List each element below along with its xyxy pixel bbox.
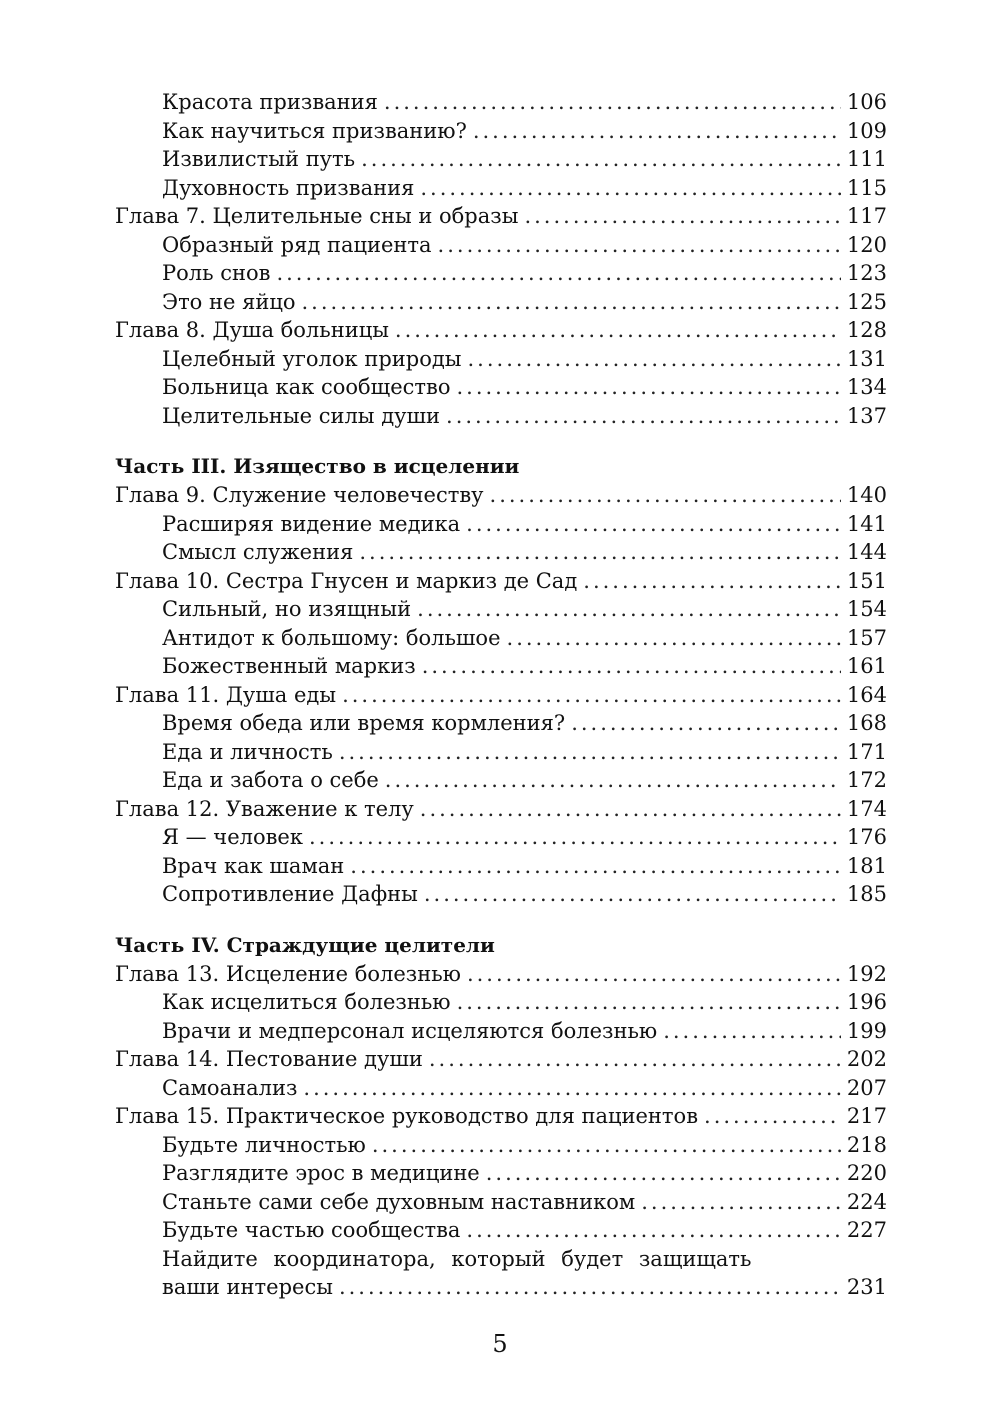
toc-section-entry[interactable]	[115, 288, 887, 317]
toc-section-entry[interactable]	[115, 738, 887, 767]
toc-entry-page: 120	[846, 232, 887, 257]
toc-entry-title: Еда и личность	[162, 739, 333, 764]
toc-chapter-entry[interactable]	[115, 795, 887, 824]
toc-entry-page: 185	[846, 882, 887, 906]
toc-entry-page: 141	[846, 511, 887, 536]
leader-dots	[361, 145, 841, 174]
table-of-contents	[115, 88, 887, 1302]
toc-entry-title: Как научиться призванию?	[162, 118, 467, 143]
toc-entry-page: 144	[846, 540, 887, 564]
toc-section-entry[interactable]	[115, 1017, 887, 1046]
toc-entry-title: Глава 10. Сестра Гнусен и маркиз де Сад	[115, 568, 578, 593]
toc-entry-title: Глава 7. Целительные сны и образы	[115, 204, 519, 228]
leader-dots	[466, 1216, 840, 1245]
toc-entry-page: 176	[846, 825, 887, 849]
leader-dots	[486, 1159, 841, 1188]
toc-section-entry[interactable]	[115, 595, 887, 624]
toc-chapter-entry[interactable]	[115, 960, 887, 989]
toc-section-entry[interactable]	[115, 1216, 887, 1245]
toc-entry-page: 140	[846, 483, 887, 507]
toc-entry-title: Глава 12. Уважение к телу	[115, 796, 414, 821]
toc-entry-page: 220	[846, 1161, 887, 1185]
leader-dots	[457, 988, 841, 1017]
toc-section-entry[interactable]	[115, 880, 887, 909]
toc-entry-title: Божественный маркиз	[162, 654, 416, 678]
toc-entry-page: 106	[846, 90, 887, 114]
toc-section-entry[interactable]	[115, 1074, 887, 1103]
toc-entry-page: 111	[846, 147, 887, 171]
toc-entry-page: 117	[846, 204, 887, 228]
toc-section-entry[interactable]	[115, 1273, 887, 1302]
toc-entry-page: 161	[846, 654, 887, 678]
toc-entry-page: 181	[846, 853, 887, 878]
toc-section-entry[interactable]	[115, 88, 887, 117]
toc-chapter-entry[interactable]	[115, 481, 887, 510]
toc-entry-page: 202	[846, 1047, 887, 1071]
toc-entry-title: Духовность призвания	[162, 175, 415, 200]
toc-entry-title: Будьте частью сообщества	[162, 1218, 461, 1242]
toc-section-entry[interactable]	[115, 373, 887, 402]
toc-entry-page: 231	[846, 1275, 887, 1299]
toc-entry-page: 168	[846, 711, 887, 735]
toc-section-entry[interactable]	[115, 145, 887, 174]
leader-dots	[641, 1188, 841, 1217]
toc-entry-page: 154	[846, 597, 887, 621]
leader-dots	[438, 231, 841, 260]
toc-entry-title: Будьте личностью	[162, 1132, 366, 1157]
leader-dots	[507, 624, 841, 653]
toc-entry-title: Образный ряд пациента	[162, 232, 432, 257]
toc-entry-title: Целительные силы души	[162, 403, 441, 428]
toc-part-block	[115, 452, 887, 909]
leader-dots	[473, 117, 841, 146]
toc-entry-title: Станьте сами себе духовным наставником	[162, 1189, 636, 1214]
toc-entry-page: 131	[846, 346, 887, 371]
leader-dots	[468, 345, 841, 374]
toc-entry-page: 192	[846, 961, 887, 986]
toc-entry-title: Больница как сообщество	[162, 375, 451, 399]
toc-entry-page: 217	[846, 1104, 887, 1128]
toc-entry-page: 218	[846, 1132, 887, 1157]
toc-entry-page: 109	[846, 118, 887, 143]
toc-section-entry[interactable]	[115, 1188, 887, 1217]
toc-entry-page: 134	[846, 375, 887, 399]
toc-chapter-entry[interactable]	[115, 1102, 887, 1131]
toc-entry-title: Роль снов	[162, 261, 271, 285]
toc-chapter-entry[interactable]	[115, 681, 887, 710]
toc-entry-title: Сильный, но изящный	[162, 597, 412, 621]
leader-dots	[303, 1074, 841, 1103]
toc-section-entry[interactable]	[115, 510, 887, 539]
toc-part-block	[115, 931, 887, 1302]
toc-entry-title: Самоанализ	[162, 1075, 298, 1100]
toc-entry-title: Извилистый путь	[162, 147, 356, 171]
toc-entry-title: Смысл служения	[162, 540, 354, 564]
leader-dots	[466, 510, 841, 539]
toc-section-entry[interactable]	[115, 174, 887, 203]
leader-dots	[359, 538, 841, 567]
toc-chapter-entry[interactable]	[115, 567, 887, 596]
toc-entry-page: 151	[846, 568, 887, 593]
leader-dots	[342, 681, 841, 710]
toc-section-entry[interactable]	[115, 624, 887, 653]
toc-entry-title: Глава 9. Служение человечеству	[115, 483, 484, 507]
toc-entry-page: 196	[846, 990, 887, 1014]
toc-section-entry[interactable]	[115, 1131, 887, 1160]
toc-entry-page: 123	[846, 261, 887, 285]
toc-entry-page: 125	[846, 289, 887, 314]
leader-dots	[663, 1017, 841, 1046]
toc-entry-page: 115	[846, 175, 887, 200]
toc-entry-title: Я — человек	[162, 825, 303, 849]
leader-dots	[467, 960, 841, 989]
toc-section-entry[interactable]	[115, 766, 887, 795]
toc-section-entry[interactable]	[115, 538, 887, 567]
toc-section-entry[interactable]	[115, 402, 887, 431]
toc-entry-page: 128	[846, 318, 887, 342]
leader-dots	[384, 88, 841, 117]
leader-dots	[339, 738, 841, 767]
toc-chapter-entry[interactable]	[115, 202, 887, 231]
toc-section-entry[interactable]	[115, 231, 887, 260]
toc-entry-title: Глава 15. Практическое руководство для пациентов	[115, 1104, 699, 1128]
toc-entry-title: Красота призвания	[162, 90, 378, 114]
toc-entry-page: 172	[846, 768, 887, 792]
toc-chapter-entry[interactable]	[115, 1045, 887, 1074]
toc-section-entry[interactable]	[115, 709, 887, 738]
leader-dots	[350, 852, 841, 881]
leader-dots	[339, 1273, 841, 1302]
toc-entry-title: Глава 11. Душа еды	[115, 682, 337, 707]
toc-section-entry[interactable]	[115, 345, 887, 374]
toc-entry-title: Врачи и медперсонал исцеляются болезнью	[162, 1018, 658, 1043]
toc-entry-page: 164	[846, 682, 887, 707]
page-number: 5	[492, 1330, 508, 1358]
toc-section-entry[interactable]	[115, 988, 887, 1017]
part-heading: Часть IV. Страждущие целители	[115, 932, 495, 957]
leader-dots	[571, 709, 841, 738]
toc-entry-title-line: Найдите координатора, который будет защищать	[162, 1246, 752, 1271]
toc-entry-page: 174	[846, 796, 887, 821]
toc-entry-title: Как исцелиться болезнью	[162, 990, 451, 1014]
leader-dots	[446, 402, 841, 431]
toc-section-entry[interactable]	[115, 823, 887, 852]
toc-entry-title: Глава 13. Исцеление болезнью	[115, 961, 461, 986]
leader-dots	[704, 1102, 841, 1131]
leader-dots	[524, 202, 840, 231]
toc-entry-title: Врач как шаман	[162, 853, 345, 878]
leader-dots	[417, 595, 841, 624]
leader-dots	[276, 259, 840, 288]
leader-dots	[490, 481, 841, 510]
toc-entry-title: Глава 8. Душа больницы	[115, 318, 389, 342]
toc-section-entry[interactable]	[115, 652, 887, 681]
leader-dots	[385, 766, 841, 795]
leader-dots	[583, 567, 841, 596]
leader-dots	[302, 288, 841, 317]
toc-section-entry[interactable]	[115, 117, 887, 146]
toc-entry-title: Целебный уголок природы	[162, 346, 462, 371]
toc-chapter-entry[interactable]	[115, 316, 887, 345]
toc-entry-title: Глава 14. Пестование души	[115, 1047, 423, 1071]
leader-dots	[420, 174, 841, 203]
toc-entry-title: Время обеда или время кормления?	[162, 711, 566, 735]
leader-dots	[424, 880, 841, 909]
leader-dots	[429, 1045, 841, 1074]
toc-entry-page: 199	[846, 1018, 887, 1043]
toc-section-entry[interactable]	[115, 1159, 887, 1188]
toc-entry-page: 224	[846, 1189, 887, 1214]
toc-entry-title: Антидот к большому: большое	[162, 625, 501, 650]
leader-dots	[395, 316, 841, 345]
leader-dots	[309, 823, 841, 852]
toc-entry-page: 157	[846, 625, 887, 650]
toc-entry-title: Сопротивление Дафны	[162, 882, 418, 906]
toc-entry-page: 171	[846, 739, 887, 764]
toc-entry-title: Еда и забота о себе	[162, 768, 379, 792]
toc-entry-page: 227	[846, 1218, 887, 1242]
toc-part-block	[115, 88, 887, 430]
toc-entry-title: Это не яйцо	[162, 289, 296, 314]
leader-dots	[372, 1131, 841, 1160]
part-heading: Часть III. Изящество в исцелении	[115, 454, 520, 478]
toc-entry-page: 137	[846, 403, 887, 428]
toc-section-entry[interactable]	[115, 259, 887, 288]
toc-entry-page: 207	[846, 1075, 887, 1100]
toc-entry-title: Расширяя видение медика	[162, 511, 461, 536]
leader-dots	[420, 795, 841, 824]
toc-entry-title: Разглядите эрос в медицине	[162, 1161, 480, 1185]
toc-entry-title: ваши интересы	[162, 1275, 333, 1299]
leader-dots	[422, 652, 841, 681]
toc-section-entry[interactable]	[115, 852, 887, 881]
leader-dots	[456, 373, 840, 402]
